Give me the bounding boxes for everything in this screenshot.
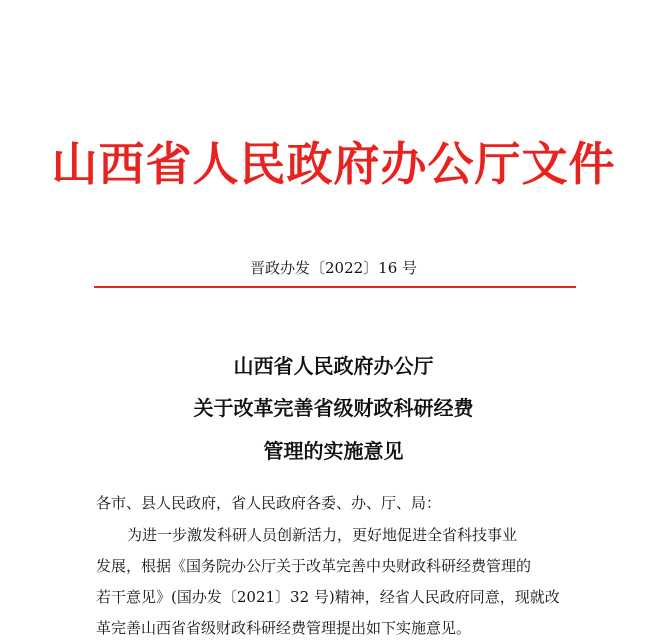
body-text-line: 为进一步激发科研人员创新活力，更好地促进全省科技事业 [127, 526, 518, 544]
document-title-line-1: 山西省人民政府办公厅 [233, 354, 434, 378]
document-header-title: 山西省人民政府办公厅文件 [51, 137, 616, 191]
salutation: 各市、县人民政府，省人民政府各委、办、厅、局： [96, 494, 442, 512]
document-title-line-3: 管理的实施意见 [263, 439, 404, 463]
document-number: 晋政办发〔2022〕16 号 [249, 259, 418, 277]
red-divider-line [94, 286, 576, 288]
body-text-line: 革完善山西省省级财政科研经费管理提出如下实施意见。 [96, 619, 472, 637]
body-text-line: 发展，根据《国务院办公厅关于改革完善中央财政科研经费管理的 [96, 557, 532, 575]
document-title-line-2: 关于改革完善省级财政科研经费 [193, 396, 474, 420]
body-text-line: 若干意见》(国办发〔2021〕32 号)精神，经省人民政府同意，现就改 [96, 588, 560, 606]
